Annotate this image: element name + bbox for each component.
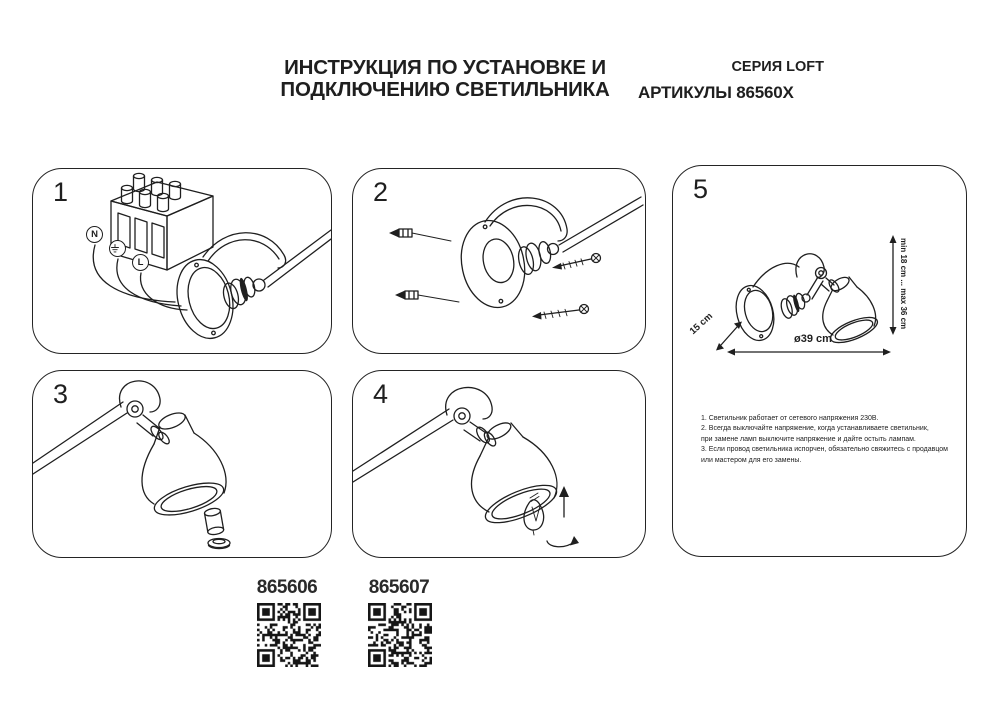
article-code-865606: 865606 (256, 577, 318, 598)
note-line: 2. Всегда выключайте напряжение, когда устанавливаете светильник, (701, 425, 929, 433)
step-number-4: 4 (373, 379, 389, 409)
article-code-865607: 865607 (368, 577, 430, 598)
note-line: 1. Светильник работает от сетевого напряжения 230В. (701, 415, 879, 422)
panel-step-4 (352, 370, 646, 558)
step3-shade-assembly-diagram (33, 371, 331, 557)
step-number-5: 5 (693, 174, 709, 204)
qr-code-865607 (368, 603, 432, 667)
note-line: или мастером для его замены. (701, 456, 802, 464)
dimension-diameter-label: ø39 cm (794, 333, 832, 345)
note-line: при замене ламп выключите напряжение и дайте остыть лампам. (701, 435, 916, 443)
step4-bulb-insert-diagram (353, 371, 645, 557)
wire-label-neutral: N (86, 226, 103, 243)
dimension-depth-label: 15 cm (687, 310, 716, 337)
step1-wiring-diagram (33, 169, 331, 353)
panel-step-5 (672, 165, 967, 557)
wire-label-earth (109, 240, 126, 257)
step5-dimensions-diagram (673, 166, 966, 556)
page-title (280, 57, 610, 101)
panel-step-1 (32, 168, 332, 354)
series-label: СЕРИЯ LOFT (731, 59, 824, 75)
dimension-height-label: min 18 cm ... max 36 cm (899, 238, 908, 330)
page-title-line2: ПОДКЛЮЧЕНИЮ СВЕТИЛЬНИКА (280, 78, 610, 101)
note-line: 3. Если провод светильника испорчен, обязательно свяжитесь с продавцом (701, 446, 948, 454)
earth-ground-icon (110, 244, 120, 254)
step-number-3: 3 (53, 379, 69, 409)
step-number-1: 1 (53, 177, 69, 207)
step-number-2: 2 (373, 177, 389, 207)
page-title-line1: ИНСТРУКЦИЯ ПО УСТАНОВКЕ И (284, 56, 606, 79)
panel-step-2 (352, 168, 646, 354)
articles-label: АРТИКУЛЫ 86560X (638, 83, 794, 102)
step2-mounting-diagram (353, 169, 645, 353)
qr-code-865606 (257, 603, 321, 667)
panel-step-3 (32, 370, 332, 558)
safety-notes (701, 414, 949, 466)
wire-label-line: L (132, 254, 149, 271)
